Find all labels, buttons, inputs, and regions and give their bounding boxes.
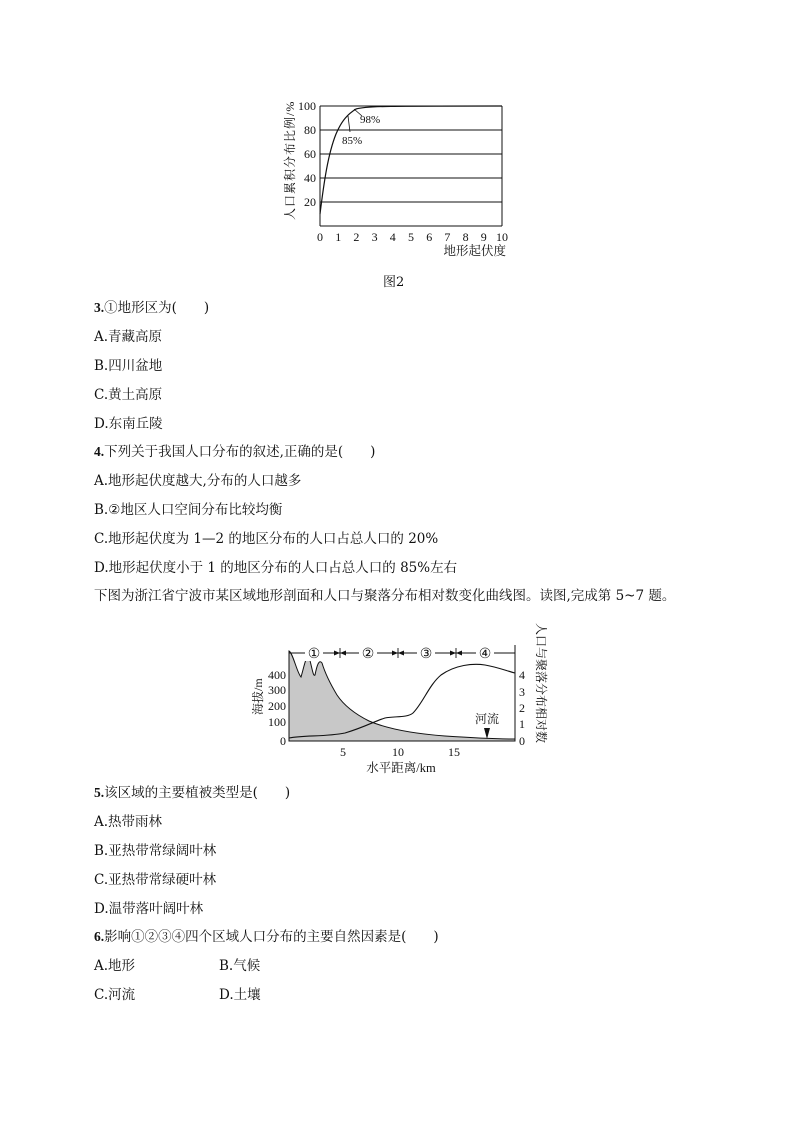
annotation-98: 98% [360,114,381,126]
option-c[interactable]: C.地形起伏度为 1—2 的地区分布的人口占总人口的 20% [94,531,439,547]
option-d[interactable]: D.土壤 [219,987,261,1003]
left-tick: 400 [268,668,286,682]
left-tick: 100 [268,715,286,729]
option-b[interactable]: B.气候 [219,958,261,974]
question-number: 5. [94,785,105,800]
y-tick: 80 [304,123,316,137]
region-1-label: ① [307,647,321,662]
question-4 [94,443,375,461]
left-axis-label: 海拔/m [251,678,265,715]
right-tick: 1 [519,717,525,731]
option-c[interactable]: C.亚热带常绿硬叶林 [94,872,217,888]
x-tick: 8 [462,230,469,244]
right-tick: 0 [519,734,525,748]
question-number: 6. [94,929,105,944]
option-c[interactable]: C.河流 [94,987,136,1003]
annotation-85: 85% [342,135,363,147]
right-tick: 4 [519,668,525,682]
question-number: 3. [94,300,105,315]
left-tick: 0 [280,734,286,748]
option-d[interactable]: D.温带落叶阔叶林 [94,901,204,917]
region-3-label: ③ [419,647,433,662]
x-tick: 9 [480,230,487,244]
x-tick: 3 [371,230,378,244]
x-tick: 5 [340,745,346,759]
option-b[interactable]: B.四川盆地 [94,358,163,374]
right-axis-label: 人口与聚落分布相对数 [534,623,548,744]
river-label: 河流 [475,712,500,726]
x-axis-label: 地形起伏度 [443,244,506,258]
option-b[interactable]: B.亚热带常绿阔叶林 [94,843,217,859]
x-tick: 4 [389,230,396,244]
intro-text: 下图为浙江省宁波市某区域地形剖面和人口与聚落分布相对数变化曲线图。读图,完成第 5~7 题。 [94,588,676,604]
y-tick: 40 [304,171,316,185]
option-d[interactable]: D.东南丘陵 [94,416,163,432]
question-stem: 该区域的主要植被类型是( ) [104,785,291,801]
x-tick: 10 [496,230,508,244]
right-tick: 2 [519,701,525,715]
x-tick: 5 [408,230,414,244]
left-tick: 200 [268,699,286,713]
question-stem: 下列关于我国人口分布的叙述,正确的是( ) [104,444,376,460]
x-tick: 10 [392,745,404,759]
option-a[interactable]: A.地形 [94,958,136,974]
question-number: 4. [94,444,105,459]
x-tick: 1 [335,230,342,244]
option-a[interactable]: A.热带雨林 [94,814,163,830]
y-tick: 60 [304,147,316,161]
figure2-chart [270,92,530,267]
x-axis-label: 水平距离/km [366,761,436,775]
x-tick: 0 [317,230,323,244]
option-a[interactable]: A.地形起伏度越大,分布的人口越多 [94,473,302,489]
x-tick: 6 [426,230,433,244]
region-2-label: ② [361,647,375,662]
y-tick: 100 [298,99,316,113]
x-tick: 2 [353,230,360,244]
left-tick: 300 [268,683,286,697]
river-marker [484,728,490,739]
region-4-label: ④ [478,647,492,662]
y-axis-label: 人口累积分布比例/% [283,100,297,220]
right-tick: 3 [519,685,525,699]
y-tick: 20 [304,195,316,209]
option-a[interactable]: A.青藏高原 [94,329,163,345]
option-d[interactable]: D.地形起伏度小于 1 的地区分布的人口占总人口的 85%左右 [94,560,458,576]
cumulative-curve [320,106,502,214]
figure2-caption: 图2 [383,275,405,290]
profile-chart [245,615,550,777]
x-tick: 15 [448,745,460,759]
option-c[interactable]: C.黄土高原 [94,387,163,403]
question-6 [94,928,439,946]
question-3 [94,299,209,317]
question-stem: ①地形区为( ) [104,300,210,316]
x-tick: 7 [444,230,451,244]
option-b[interactable]: B.②地区人口空间分布比较均衡 [94,502,283,518]
question-5 [94,784,290,802]
question-stem: 影响①②③④四个区域人口分布的主要自然因素是( ) [104,929,439,945]
